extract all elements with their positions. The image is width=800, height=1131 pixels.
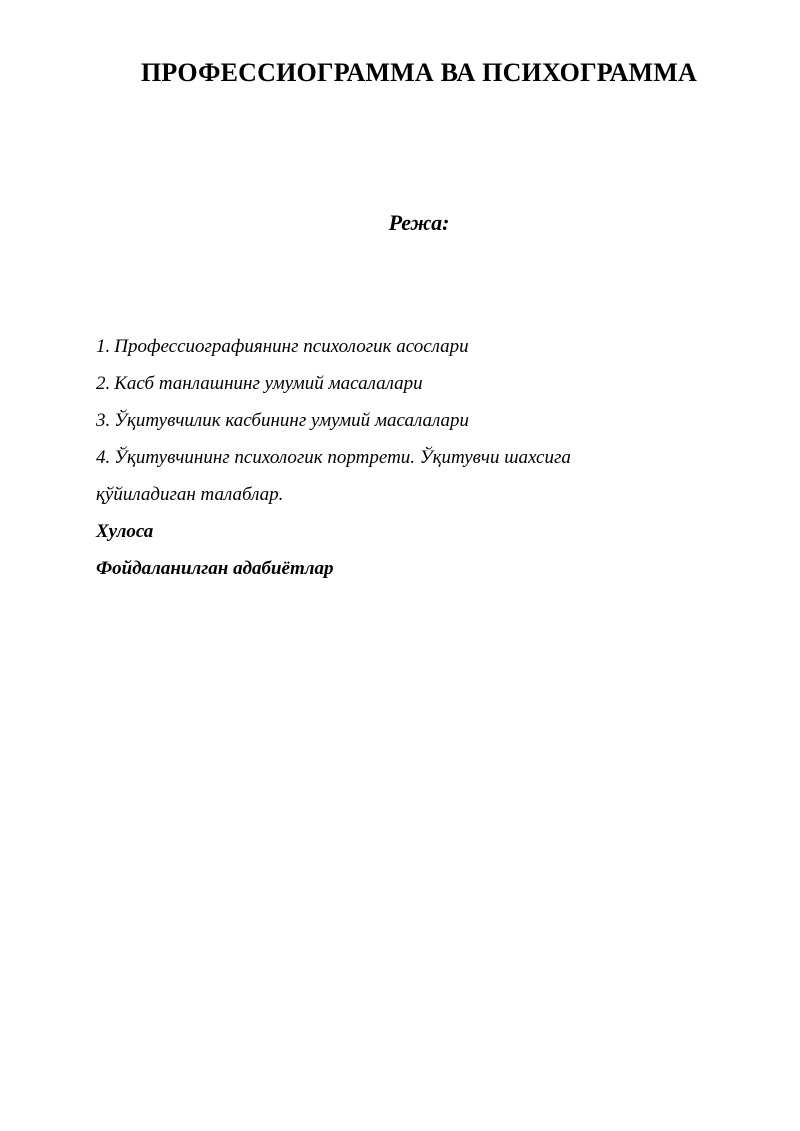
- plan-item-3: [96, 407, 736, 444]
- plan-item-1: [96, 333, 736, 370]
- plan-item-text: Касб танлашнинг умумий масалалари: [114, 373, 423, 394]
- plan-heading: Режа:: [388, 210, 450, 235]
- plan-item-number: 2.: [96, 373, 111, 394]
- plan-item-text: Ўқитувчилик касбининг умумий масалалари: [114, 410, 470, 431]
- plan-item-4: [96, 444, 736, 481]
- plan-item-text: Профессиографиянинг психологик асослари: [114, 336, 469, 357]
- plan-item-4-continuation: қўйиладиган талаблар.: [96, 484, 284, 505]
- plan-item-2: [96, 370, 736, 407]
- plan-item-number: 3.: [96, 410, 111, 431]
- conclusion-item: Хулоса: [96, 521, 154, 542]
- references-item: Фойдаланилган адабиётлар: [96, 558, 334, 579]
- document-title: ПРОФЕССИОГРАММА ВА ПСИХОГРАММА: [140, 58, 697, 87]
- plan-item-text: Ўқитувчининг психологик портрети. Ўқитувчи шахсига: [114, 447, 571, 468]
- plan-item-number: 1.: [96, 336, 111, 357]
- plan-item-number: 4.: [96, 447, 111, 468]
- plan-list: [96, 333, 736, 592]
